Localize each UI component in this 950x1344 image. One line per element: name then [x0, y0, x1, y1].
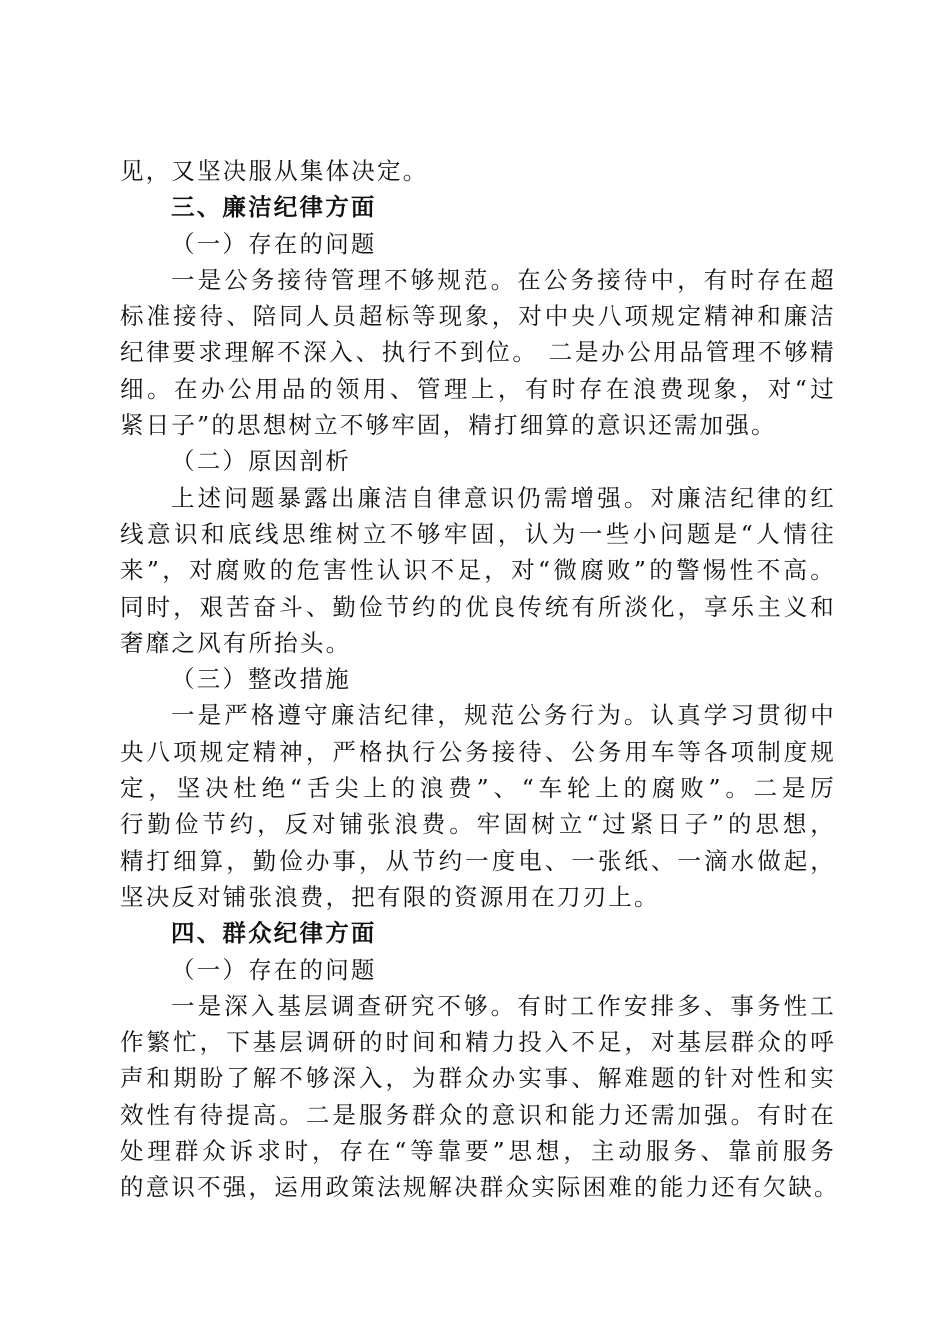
paragraph-line: 细。在办公用品的领用、管理上，有时存在浪费现象，对“过	[120, 374, 836, 403]
paragraph-line: 行勤俭节约，反对铺张浪费。牢固树立“过紧日子”的思想，	[120, 810, 836, 839]
paragraph-line: 坚决反对铺张浪费，把有限的资源用在刀刃上。	[120, 882, 660, 911]
paragraph-line: 同时，艰苦奋斗、勤俭节约的优良传统有所淡化，享乐主义和	[120, 592, 836, 621]
subheading-cause-analysis: （二）原因剖析	[171, 447, 351, 476]
paragraph-line: 作繁忙，下基层调研的时间和精力投入不足，对基层群众的呼	[120, 1028, 836, 1057]
section-heading-mass-discipline: 四、群众纪律方面	[171, 919, 377, 948]
paragraph-line: 上述问题暴露出廉洁自律意识仍需增强。对廉洁纪律的红	[171, 483, 836, 512]
paragraph-line: 处理群众诉求时，存在“等靠要”思想，主动服务、靠前服务	[120, 1137, 836, 1166]
paragraph-line: 一是深入基层调查研究不够。有时工作安排多、事务性工	[171, 991, 836, 1020]
paragraph-line: 一是公务接待管理不够规范。在公务接待中，有时存在超	[171, 265, 836, 294]
subheading-existing-problems: （一）存在的问题	[171, 229, 377, 258]
paragraph-line: 一是严格遵守廉洁纪律，规范公务行为。认真学习贯彻中	[171, 701, 836, 730]
paragraph-line: 定，坚决杜绝“舌尖上的浪费”、“车轮上的腐败”。二是厉	[120, 774, 836, 803]
paragraph-line: 见，又坚决服从集体决定。	[120, 157, 429, 185]
section-heading-integrity-discipline: 三、廉洁纪律方面	[171, 193, 377, 222]
paragraph-line: 奢靡之风有所抬头。	[120, 628, 352, 657]
subheading-existing-problems: （一）存在的问题	[171, 955, 377, 984]
paragraph-line: 来”，对腐败的危害性认识不足，对“微腐败”的警惕性不高。	[120, 556, 836, 585]
subheading-rectification-measures: （三）整改措施	[171, 665, 351, 694]
paragraph-line: 声和期盼了解不够深入，为群众办实事、解难题的针对性和实	[120, 1064, 836, 1093]
paragraph-line: 线意识和底线思维树立不够牢固，认为一些小问题是“人情往	[120, 519, 836, 548]
paragraph-line: 央八项规定精神，严格执行公务接待、公务用车等各项制度规	[120, 737, 836, 766]
paragraph-line: 纪律要求理解不深入、执行不到位。 二是办公用品管理不够精	[120, 338, 836, 367]
paragraph-line: 紧日子”的思想树立不够牢固，精打细算的意识还需加强。	[120, 411, 777, 440]
document-body	[120, 153, 840, 1206]
paragraph-line: 精打细算，勤俭办事，从节约一度电、一张纸、一滴水做起，	[120, 846, 836, 875]
paragraph-line: 的意识不强，运用政策法规解决群众实际困难的能力还有欠缺。	[120, 1173, 840, 1202]
paragraph-line: 标准接待、陪同人员超标等现象，对中央八项规定精神和廉洁	[120, 302, 836, 331]
paragraph-line: 效性有待提高。二是服务群众的意识和能力还需加强。有时在	[120, 1100, 836, 1129]
